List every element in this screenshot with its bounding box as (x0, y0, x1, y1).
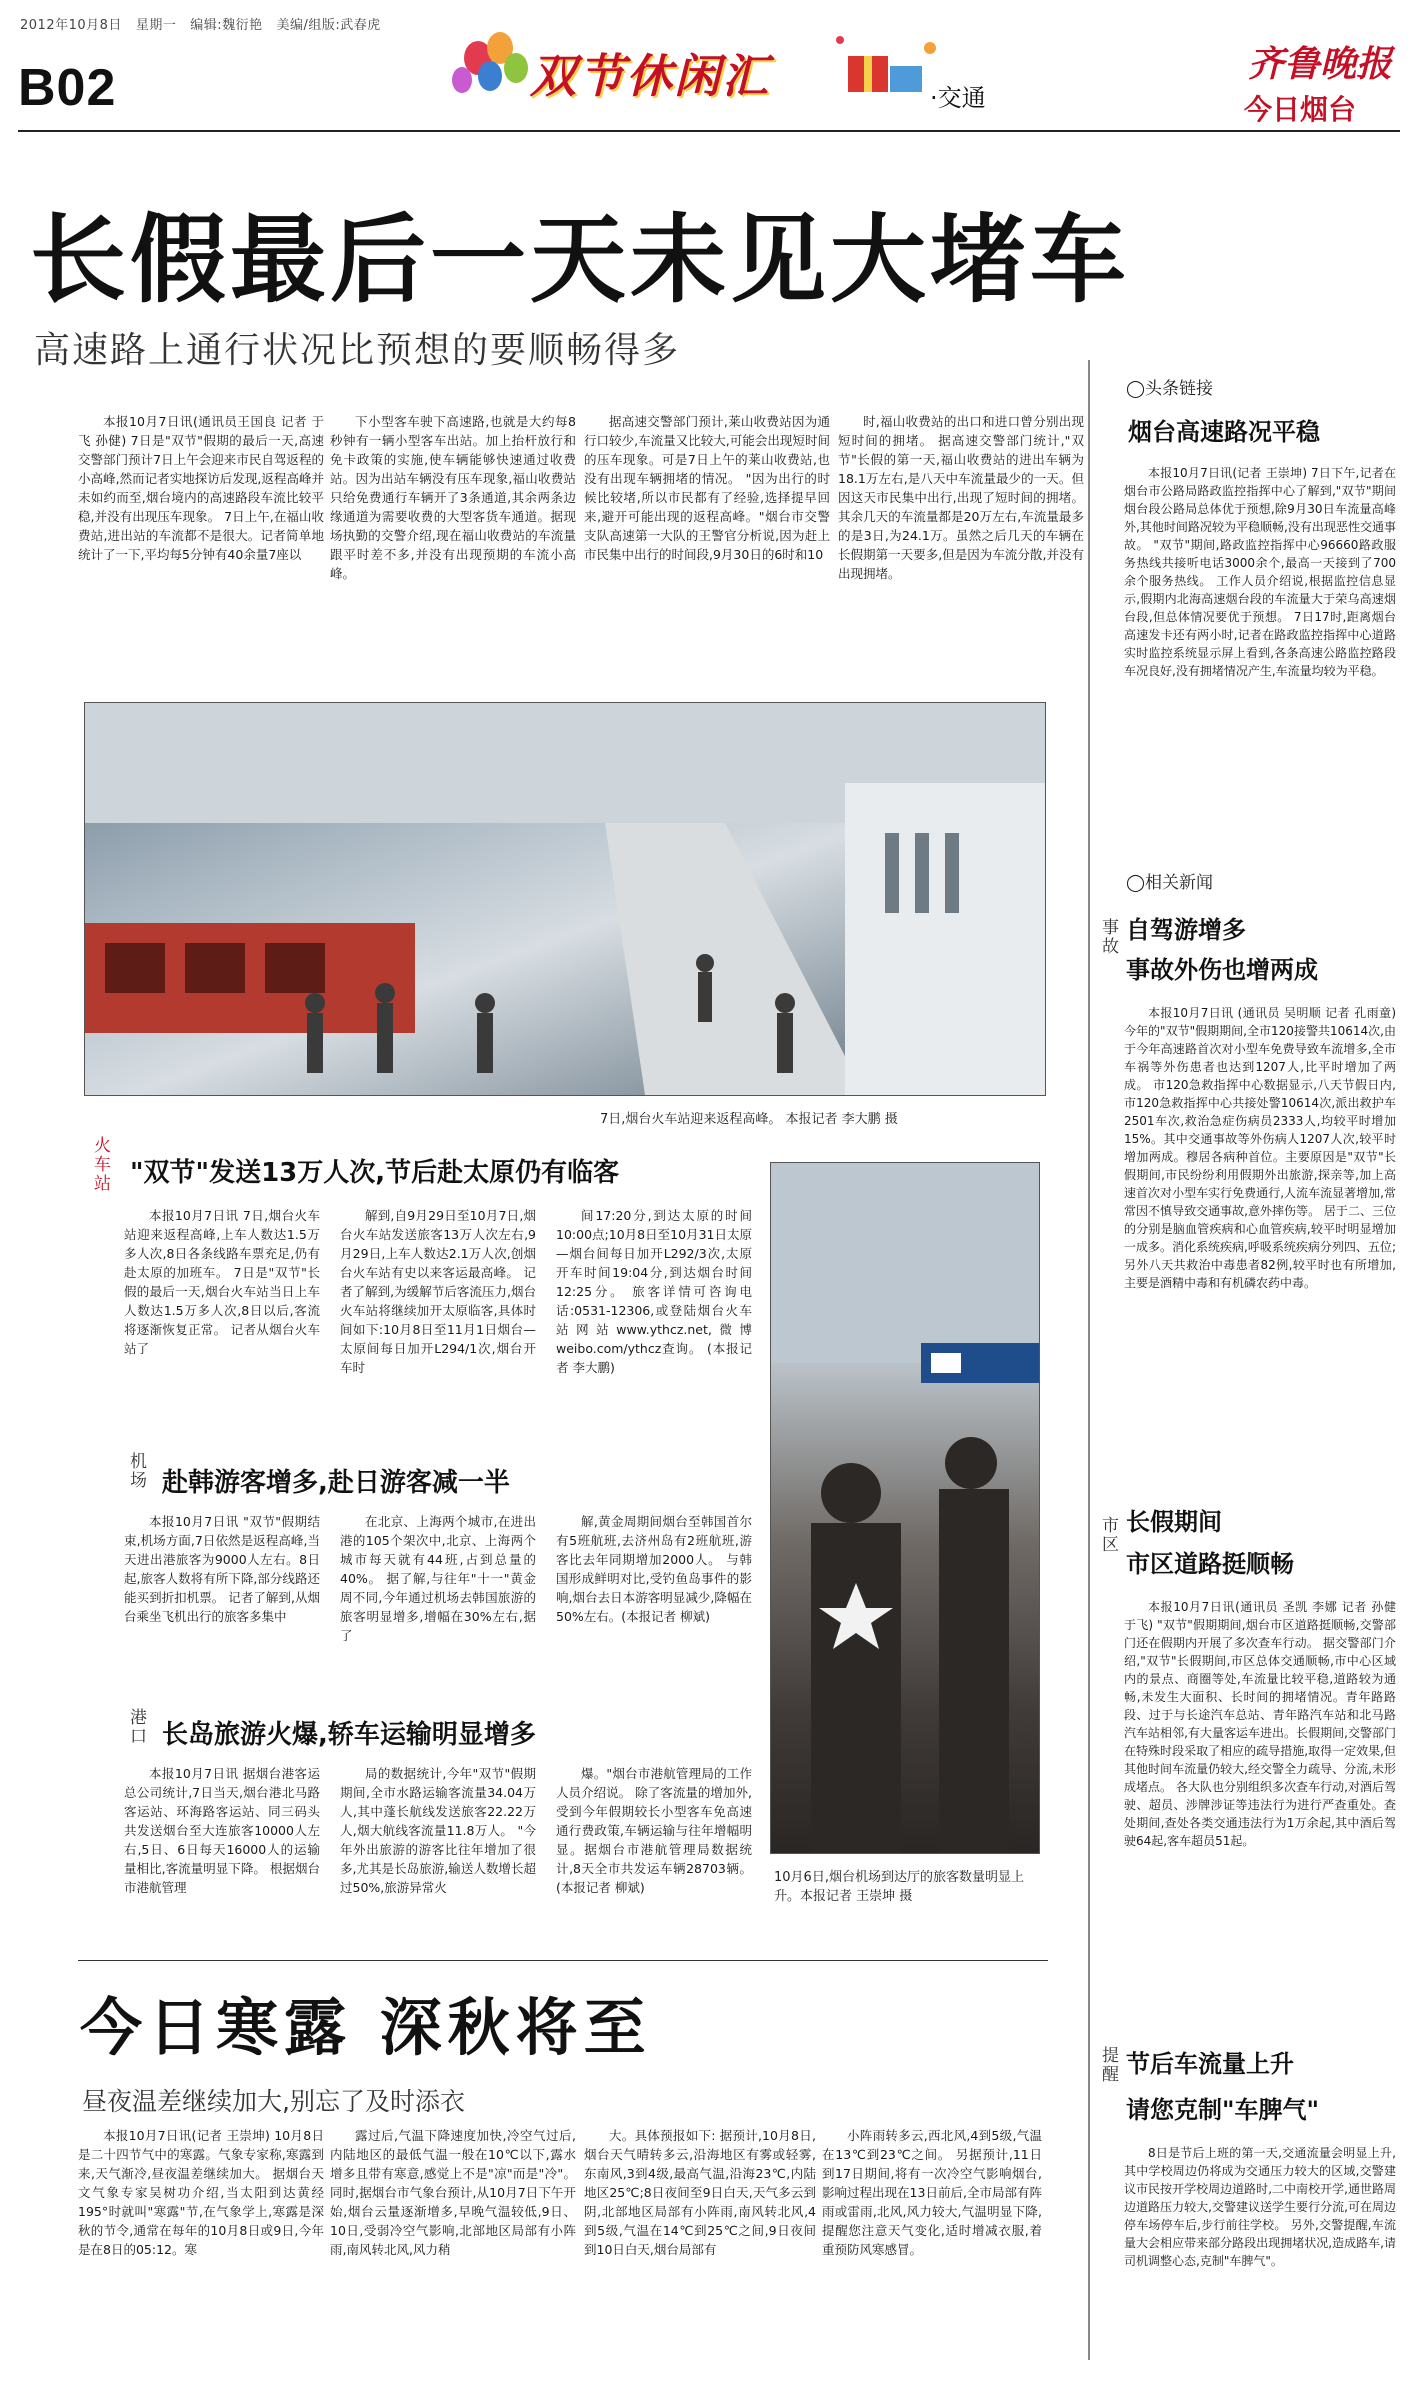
story3-headline-1: 长假期间 (1126, 1508, 1222, 1536)
lead-photo-caption: 7日,烟台火车站迎来返程高峰。 本报记者 李大鹏 摄 (600, 1112, 898, 1127)
lead-column-4 (838, 412, 1084, 692)
story2-headline-1: 自驾游增多 (1126, 916, 1246, 944)
port-column-1-text: 本报10月7日讯 据烟台港客运总公司统计,7日当天,烟台港北马路客运站、环海路客运站、同三码头共发送烟台至大连旅客10000人左右,5日、6日每天16000人的运输量相比,客流量明显下降。 根据烟台市港航管理 (124, 1766, 320, 1895)
story4-label: 提醒 (1098, 2046, 1118, 2084)
airport-arrival-photo (770, 1162, 1040, 1854)
port-column-2 (340, 1764, 536, 1964)
story4-headline-1: 节后车流量上升 (1126, 2050, 1294, 2078)
port-section-label: 港口 (126, 1708, 146, 1746)
story3-body (1124, 1598, 1396, 2034)
story4-body (1124, 2144, 1396, 2370)
story3-label: 市区 (1098, 1516, 1118, 1554)
page-code: B02 (18, 59, 117, 117)
story2-text: 本报10月7日讯 (通讯员 吴明顺 记者 孔雨童) 今年的"双节"假期期间,全市120接警共10614次,由于今年高速路首次对小型车免费导致车流增多,全市车祸等外伤患者也达到1207人,比平时增加了两成。 市120急救指挥中心数据显示,八天节假日内,市120急救指挥中心共接处警10614次,派出救护车2501车次,救治急症伤病员2333人,均较平时增加15%。其中交通事故等外伤病人1207人次,较平时增加两成。穆居各病种首位。主要原因是"双节"长假期间,市民纷纷利用假期外出旅游,探亲等,加上高速首次对小型车实行免费通行,人流车流显著增加,常常因不慎导致交通事故,意外摔伤等。 居于二、三位的分别是脑血管疾病和心血管疾病,较平时明显增加一成多。消化系统疾病,呼吸系统疾病分列四、五位;另外八天共救治中毒患者82例,较平时也有所增加,主要是酒精中毒和有机磷农药中毒。 (1124, 1006, 1396, 1290)
weather-column-1 (78, 2126, 324, 2370)
lead-column-3 (584, 412, 830, 692)
lead-headline: 长假最后一天未见大堵车 (30, 204, 1130, 316)
story2-label: 事故 (1098, 918, 1118, 956)
story4-headline-2: 请您克制"车脾气" (1126, 2096, 1320, 2124)
sidebar-divider (1088, 360, 1090, 2360)
airport-headline: 赴韩游客增多,赴日游客减一半 (162, 1468, 510, 1498)
banner-section: ·交通 (930, 84, 986, 112)
port-column-1 (124, 1764, 320, 1964)
lead-column-1 (78, 412, 324, 692)
lead-column-3-text: 据高速交警部门预计,莱山收费站因为通行口较少,车流量又比较大,可能会出现短时间的压车现象。可是7日上午的莱山收费站,也没有出现车辆拥堵的情况。 "因为出行的时候比较堵,所以市民都有了经验,选择提早回来,避开可能出现的返程高峰。"烟台市交警支队高速第一大队的王警官分析说,因为赶上市民集中出行的时间段,9月30日的6时和10 (584, 414, 830, 562)
issue-info (20, 14, 381, 33)
issue-date: 2012年10月8日 (20, 18, 122, 33)
sidebar-story1-text: 本报10月7日讯(记者 王崇坤) 7日下午,记者在烟台市公路局路政监控指挥中心了解到,"双节"期间烟台段公路局总体优于预想,除9月30日车流量高峰外,其他时间路况较为平稳顺畅,没有出现恶性交通事故。 "双节"期间,路政监控指挥中心96660路政服务热线共接听电话3000余个,最高一天接到了700余个服务热线。 工作人员介绍说,根据监控信息显示,假期内北海高速烟台段的车流量大于荣乌高速烟台段,但总体情况要优于预想。 7日17时,距离烟台高速发卡还有两小时,记者在路政监控指挥中心道路实时监控系统显示屏上看到,各条高速公路监控路段车况良好,没有拥堵情况产生,车流量均较为平稳。 (1124, 466, 1396, 678)
issue-designer: 美编/组版:武春虎 (276, 18, 381, 33)
story2-headline-2: 事故外伤也增两成 (1126, 956, 1318, 984)
lead-subhead: 高速路上通行状况比预想的要顺畅得多 (34, 330, 681, 371)
weather-headline: 今日寒露 深秋将至 (80, 1991, 652, 2064)
sidebar-story1-headline: 烟台高速路况平稳 (1128, 418, 1320, 446)
sidebar-story1-body (1124, 464, 1396, 864)
airport-column-3 (556, 1512, 752, 1712)
lead-column-4-text: 时,福山收费站的出口和进口曾分别出现短时间的拥堵。 据高速交警部门统计,"双节"长假的第一天,福山收费站的进出车辆为18.1万左右,是八天中车流量最少的一天。但因这天市民集中出行,出现了短时间的拥堵。其余几天的车流量都是20万左右,车流量最多的是3日,为24.1万。虽然之后几天的车辆在长假期第一天要多,但是因为车流分散,并没有出现拥堵。 (838, 414, 1084, 581)
section-banner (450, 18, 1010, 118)
weather-column-4 (822, 2126, 1042, 2370)
lead-column-1-text: 本报10月7日讯(通讯员王国良 记者 于飞 孙健) 7日是"双节"假期的最后一天,高速交警部门预计7日上午会迎来市民自驾返程的小高峰,然而记者实地探访后发现,返程高峰并未如约而至,烟台境内的高速路段车流比较平稳,并没有出现压车现象。 7日上午,在福山收费站,进出站的车流都不是很大。记者简单地统计了一下,平均每5分钟有40余量7座以 (78, 414, 324, 562)
train-column-1-text: 本报10月7日讯 7日,烟台火车站迎来返程高峰,上车人数达1.5万多人次,8日各条线路车票充足,仍有赴太原的加班车。 7日是"双节"长假的最后一天,烟台火车站当日上车人数达1.5万多人次,8日以后,客流将逐渐恢复正常。 记者从烟台火车站了 (124, 1208, 320, 1356)
train-section-label: 火车站 (90, 1136, 110, 1193)
port-headline: 长岛旅游火爆,轿车运输明显增多 (162, 1720, 536, 1750)
airport-column-2-text: 在北京、上海两个城市,在进出港的105个架次中,北京、上海两个城市每天就有44班,占到总量的40%。 据了解,与往年"十一"黄金周不同,今年通过机场去韩国旅游的旅客明显增多,增幅在30%左右,据了 (340, 1514, 536, 1643)
airport-column-2 (340, 1512, 536, 1712)
weather-column-4-text: 小阵雨转多云,西北风,4到5级,气温在13℃到23℃之间。 另据预计,11日到17日期间,将有一次冷空气影响烟台,影响过程出现在13日前后,全市局部有阵雨或雷雨,北风,风力较大,气温明显下降,提醒您注意天气变化,适时增减衣服,着重预防风寒感冒。 (822, 2128, 1042, 2257)
lead-column-2 (330, 412, 576, 692)
lead-column-2-text: 下小型客车驶下高速路,也就是大约每8秒钟有一辆小型客车出站。加上抬杆放行和免卡政策的实施,使车辆能够快速通过收费站。因为出站车辆没有压车现象,福山收费站只给免费通行车辆开了3条通道,其余两条边缘通道为需要收费的大型客货车通道。据现场执勤的交警介绍,现在福山收费站的车流量跟平时差不多,并没有出现预期的车流小高峰。 (330, 414, 576, 581)
sidebar-tag-related-news: ◯相关新闻 (1126, 873, 1214, 893)
airport-photo-caption: 10月6日,烟台机场到达厅的旅客数量明显上升。本报记者 王崇坤 摄 (774, 1870, 1024, 1904)
port-column-2-text: 局的数据统计,今年"双节"假期期间,全市水路运输客流量34.04万人,其中蓬长航线发送旅客22.22万人,烟大航线客流量11.8万人。 "今年外出旅游的游客比往年增加了很多,尤其是长岛旅游,输送人数增长超过50%,旅游异常火 (340, 1766, 536, 1895)
weather-column-1-text: 本报10月7日讯(记者 王崇坤) 10月8日是二十四节气中的寒露。气象专家称,寒露到来,天气渐冷,昼夜温差继续加大。 据烟台天文气象专家吴树功介绍,当太阳到达黄经195°时就叫"寒露"节,在气象学上,寒露是深秋的节令,通常在每年的10月8日或9日,今年是在8日的05:12。寒 (78, 2128, 324, 2257)
weather-column-2 (330, 2126, 576, 2370)
train-column-2 (340, 1206, 536, 1436)
weather-divider (78, 1960, 1048, 1961)
port-column-3-text: 爆。"烟台市港航管理局的工作人员介绍说。 除了客流量的增加外,受到今年假期较长小型客车免高速通行费政策,车辆运输与往年增幅明显。据烟台市港航管理局数据统计,8天全市共发运车辆28703辆。(本报记者 柳斌) (556, 1766, 752, 1895)
airport-column-1 (124, 1512, 320, 1712)
story4-text: 8日是节后上班的第一天,交通流量会明显上升,其中学校周边仍将成为交通压力较大的区域,交警建议市民按开学校周边道路时,二中南校开学,通世路周边道路压力较大,交警建议送学生要行分流,可在周边停车场停车后,步行前往学校。 另外,交警提醒,车流量大会相应带来部分路段出现拥堵状况,造成路车,请司机调整心态,克制"车脾气"。 (1124, 2146, 1396, 2268)
story3-headline-2: 市区道路挺顺畅 (1126, 1550, 1294, 1578)
port-column-3 (556, 1764, 752, 1964)
train-station-illustration (85, 703, 1045, 1095)
edition-name: 今日烟台 (1244, 93, 1357, 126)
masthead-divider (18, 130, 1400, 132)
issue-weekday: 星期一 (135, 18, 177, 33)
weather-column-2-text: 露过后,气温下降速度加快,冷空气过后,内陆地区的最低气温一般在10℃以下,露水增多且带有寒意,感觉上不是"凉"而是"冷"。 同时,据烟台市气象台预计,从10月7日下午开始,烟台云量逐渐增多,早晚气温较低,9日、10日,受弱冷空气影响,北部地区局部有小阵雨,南风转北风,风力稍 (330, 2128, 576, 2257)
train-column-3 (556, 1206, 752, 1436)
sidebar-tag-headline-link: ◯头条链接 (1126, 379, 1214, 399)
train-headline: "双节"发送13万人次,节后赴太原仍有临客 (130, 1158, 620, 1188)
airport-illustration (771, 1163, 1039, 1853)
weather-subhead: 昼夜温差继续加大,别忘了及时添衣 (82, 2087, 465, 2116)
airport-section-label: 机场 (126, 1452, 146, 1490)
issue-editor: 编辑:魏衍艳 (190, 18, 263, 33)
paper-name-logo: 齐鲁晚报 (1248, 43, 1393, 85)
train-station-photo (84, 702, 1046, 1096)
train-column-1 (124, 1206, 320, 1436)
banner-title: 双节休闲汇 (530, 49, 770, 103)
story2-body (1124, 1004, 1396, 1466)
airport-column-3-text: 解,黄金周期间烟台至韩国首尔有5班航班,去济州岛有2班航班,游客比去年同期增加2000人。 与韩国形成鲜明对比,受钓鱼岛事件的影响,烟台去日本游客明显减少,降幅在50%左右。(本报记者 柳斌) (556, 1514, 752, 1624)
airport-column-1-text: 本报10月7日讯 "双节"假期结束,机场方面,7日依然是返程高峰,当天进出港旅客为9000人左右。8日起,旅客人数将有所下降,部分线路还能买到折扣机票。 记者了解到,从烟台乘坐飞机出行的旅客多集中 (124, 1514, 320, 1624)
weather-column-3-text: 大。具体预报如下: 据预计,10月8日,烟台天气晴转多云,沿海地区有雾或轻雾,东南风,3到4级,最高气温,沿海23℃,内陆地区25℃;8日夜间至9日白天,天气多云到阴,北部地区局部有小阵雨,南风转北风,4到5级,气温在14℃到25℃之间,9日夜间到10日白天,烟台局部有 (584, 2128, 816, 2257)
train-column-2-text: 解到,自9月29日至10月7日,烟台火车站发送旅客13万人次左右,9月29日,上车人数达2.1万人次,创烟台火车站有史以来客运最高峰。 记者了解到,为缓解节后客流压力,烟台火车站将继续加开太原临客,具体时间如下:10月8日至11月1日烟台—太原间每日加开L294/1次,烟台开车时 (340, 1208, 536, 1375)
train-column-3-text: 间17:20分,到达太原的时间10:00点;10月8日至10月31日太原—烟台间每日加开L292/3次,太原开车时间19:04分,到达烟台时间12:25分。 旅客详情可咨询电话:0531-12306,或登陆烟台火车站网站www.ythcz.net,微博weibo.com/ythcz查询。 (本报记者 李大鹏) (556, 1208, 752, 1375)
weather-column-3 (584, 2126, 816, 2370)
story3-text: 本报10月7日讯(通讯员 圣凯 李娜 记者 孙健 于飞) "双节"假期期间,烟台市区道路挺顺畅,交警部门还在假期内开展了多次查车行动。 据交警部门介绍,"双节"长假期间,市区总体交通顺畅,市中心区域内的景点、商圈等处,车流量比较平稳,道路较为通畅,未发生大面积、长时间的拥堵情况。青年路路段、过于与长途汽车总站、青年路汽车站和北马路汽车站相邻,有大量客运车进出。长假期间,交警部门在特殊时段采取了相应的疏导措施,取得一定效果,但其他时间车流量仍较大,经交警全力疏导、分流,未形成堵点。 各大队也分别组织多次查车行动,对酒后驾驶、超员、涉牌涉证等违法行为进行严查重处。查处期间,查处各类交通违法行为1万余起,其中酒后驾驶64起,客车超员51起。 (1124, 1600, 1396, 1848)
